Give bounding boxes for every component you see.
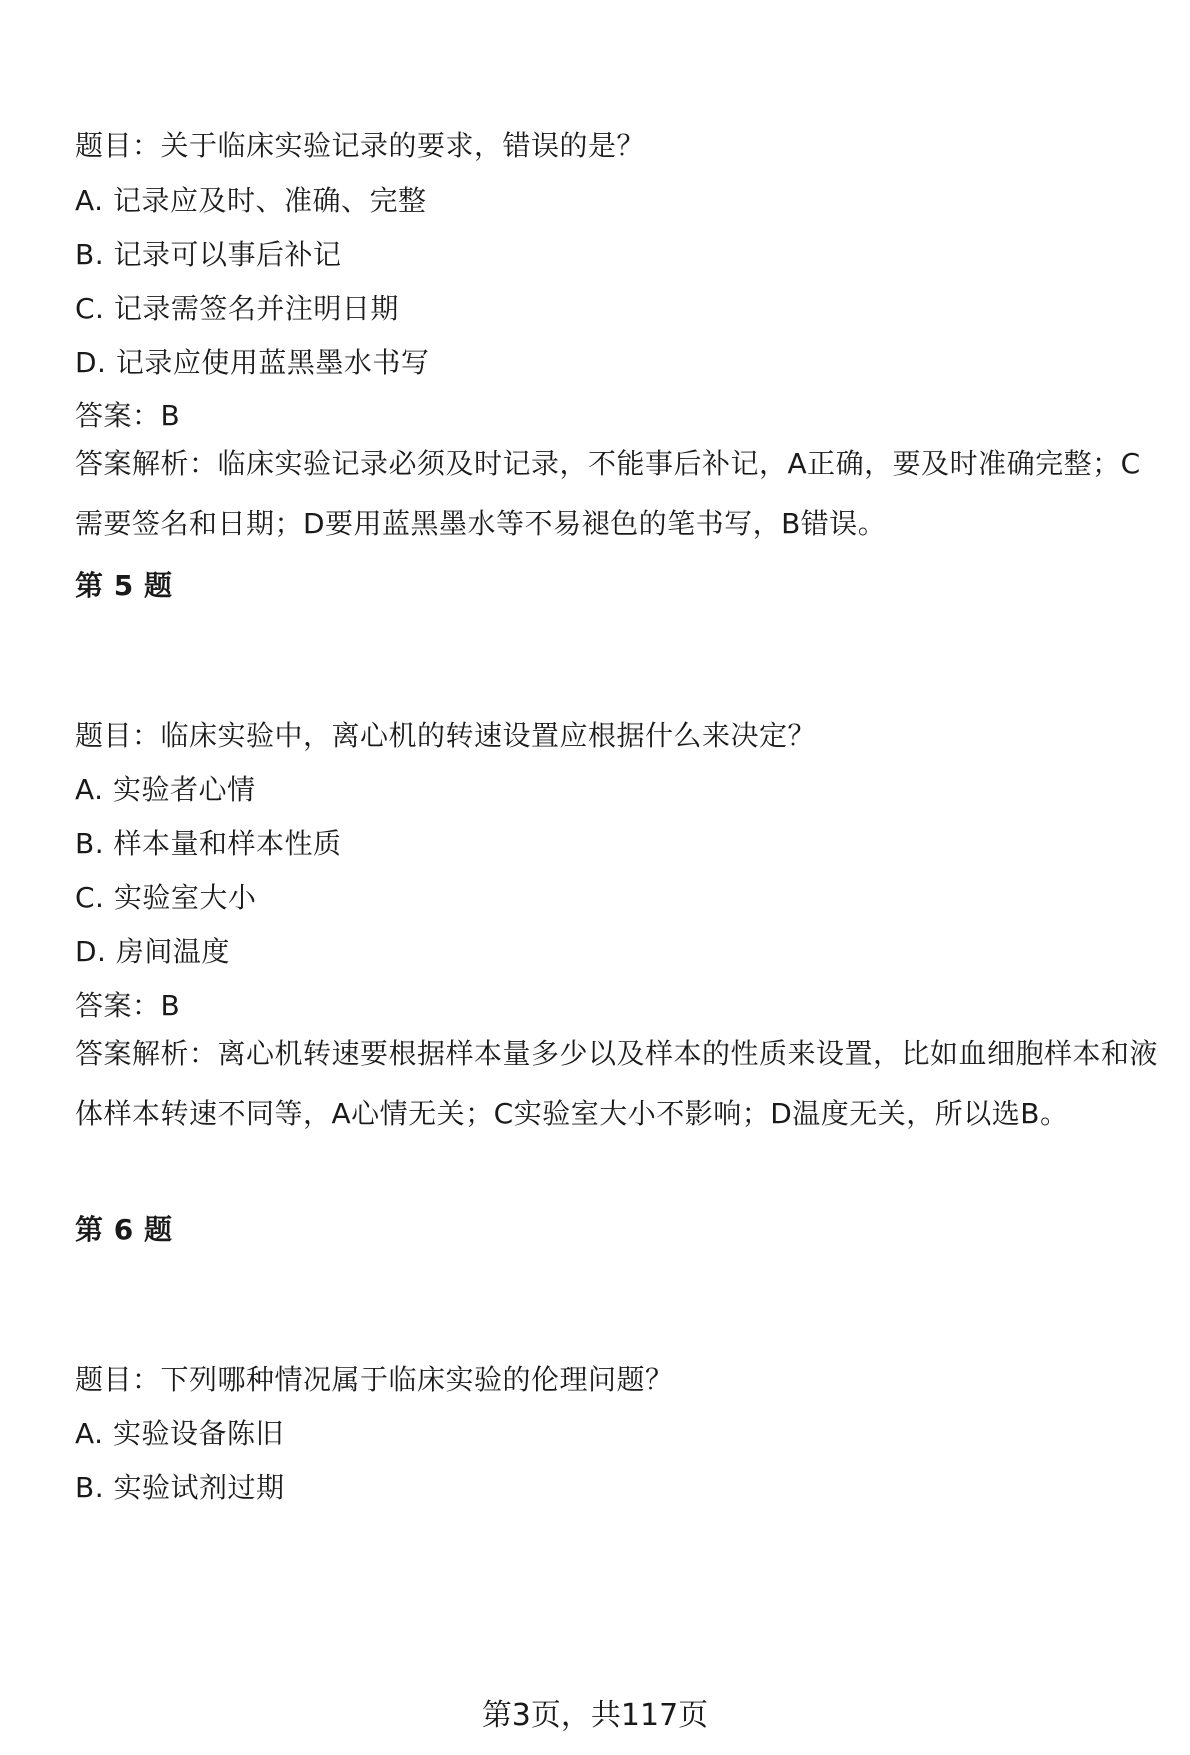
question-5-text: 题目：临床实验中，离心机的转速设置应根据什么来决定？: [75, 719, 817, 752]
question-5-analysis: 答案解析：离心机转速要根据样本量多少以及样本的性质来设置，比如血细胞样本和液体样本转速不同等，A心情无关；C实验室大小不影响；D温度无关，所以选B。: [75, 1037, 1159, 1130]
question-4-analysis: 答案解析：临床实验记录必须及时记录，不能事后补记，A正确，要及时准确完整；C需要签名和日期；D要用蓝黑墨水等不易褪色的笔书写，B错误。: [75, 447, 1141, 540]
question-5-option-c: C. 实验室大小: [75, 881, 257, 914]
question-4-option-d: D. 记录应使用蓝黑墨水书写: [75, 346, 430, 379]
question-5-option-b: B. 样本量和样本性质: [75, 827, 342, 860]
question-4-text: 题目：关于临床实验记录的要求，错误的是？: [75, 129, 646, 162]
question-4-answer: 答案：B: [75, 399, 181, 432]
question-6-option-a: A. 实验设备陈旧: [75, 1417, 284, 1450]
question-5-heading: 第 5 题: [75, 569, 173, 602]
question-4-option-a: A. 记录应及时、准确、完整: [75, 184, 427, 217]
page-number-footer: 第3页，共117页: [481, 1698, 709, 1733]
question-4-option-b: B. 记录可以事后补记: [75, 238, 342, 271]
question-6-option-b: B. 实验试剂过期: [75, 1471, 285, 1504]
question-6-heading: 第 6 题: [75, 1213, 173, 1246]
question-4-option-c: C. 记录需签名并注明日期: [75, 292, 399, 325]
question-5-option-a: A. 实验者心情: [75, 773, 256, 806]
question-6-text: 题目：下列哪种情况属于临床实验的伦理问题？: [75, 1363, 674, 1396]
question-5-answer: 答案：B: [75, 989, 181, 1022]
question-5-option-d: D. 房间温度: [75, 935, 230, 968]
